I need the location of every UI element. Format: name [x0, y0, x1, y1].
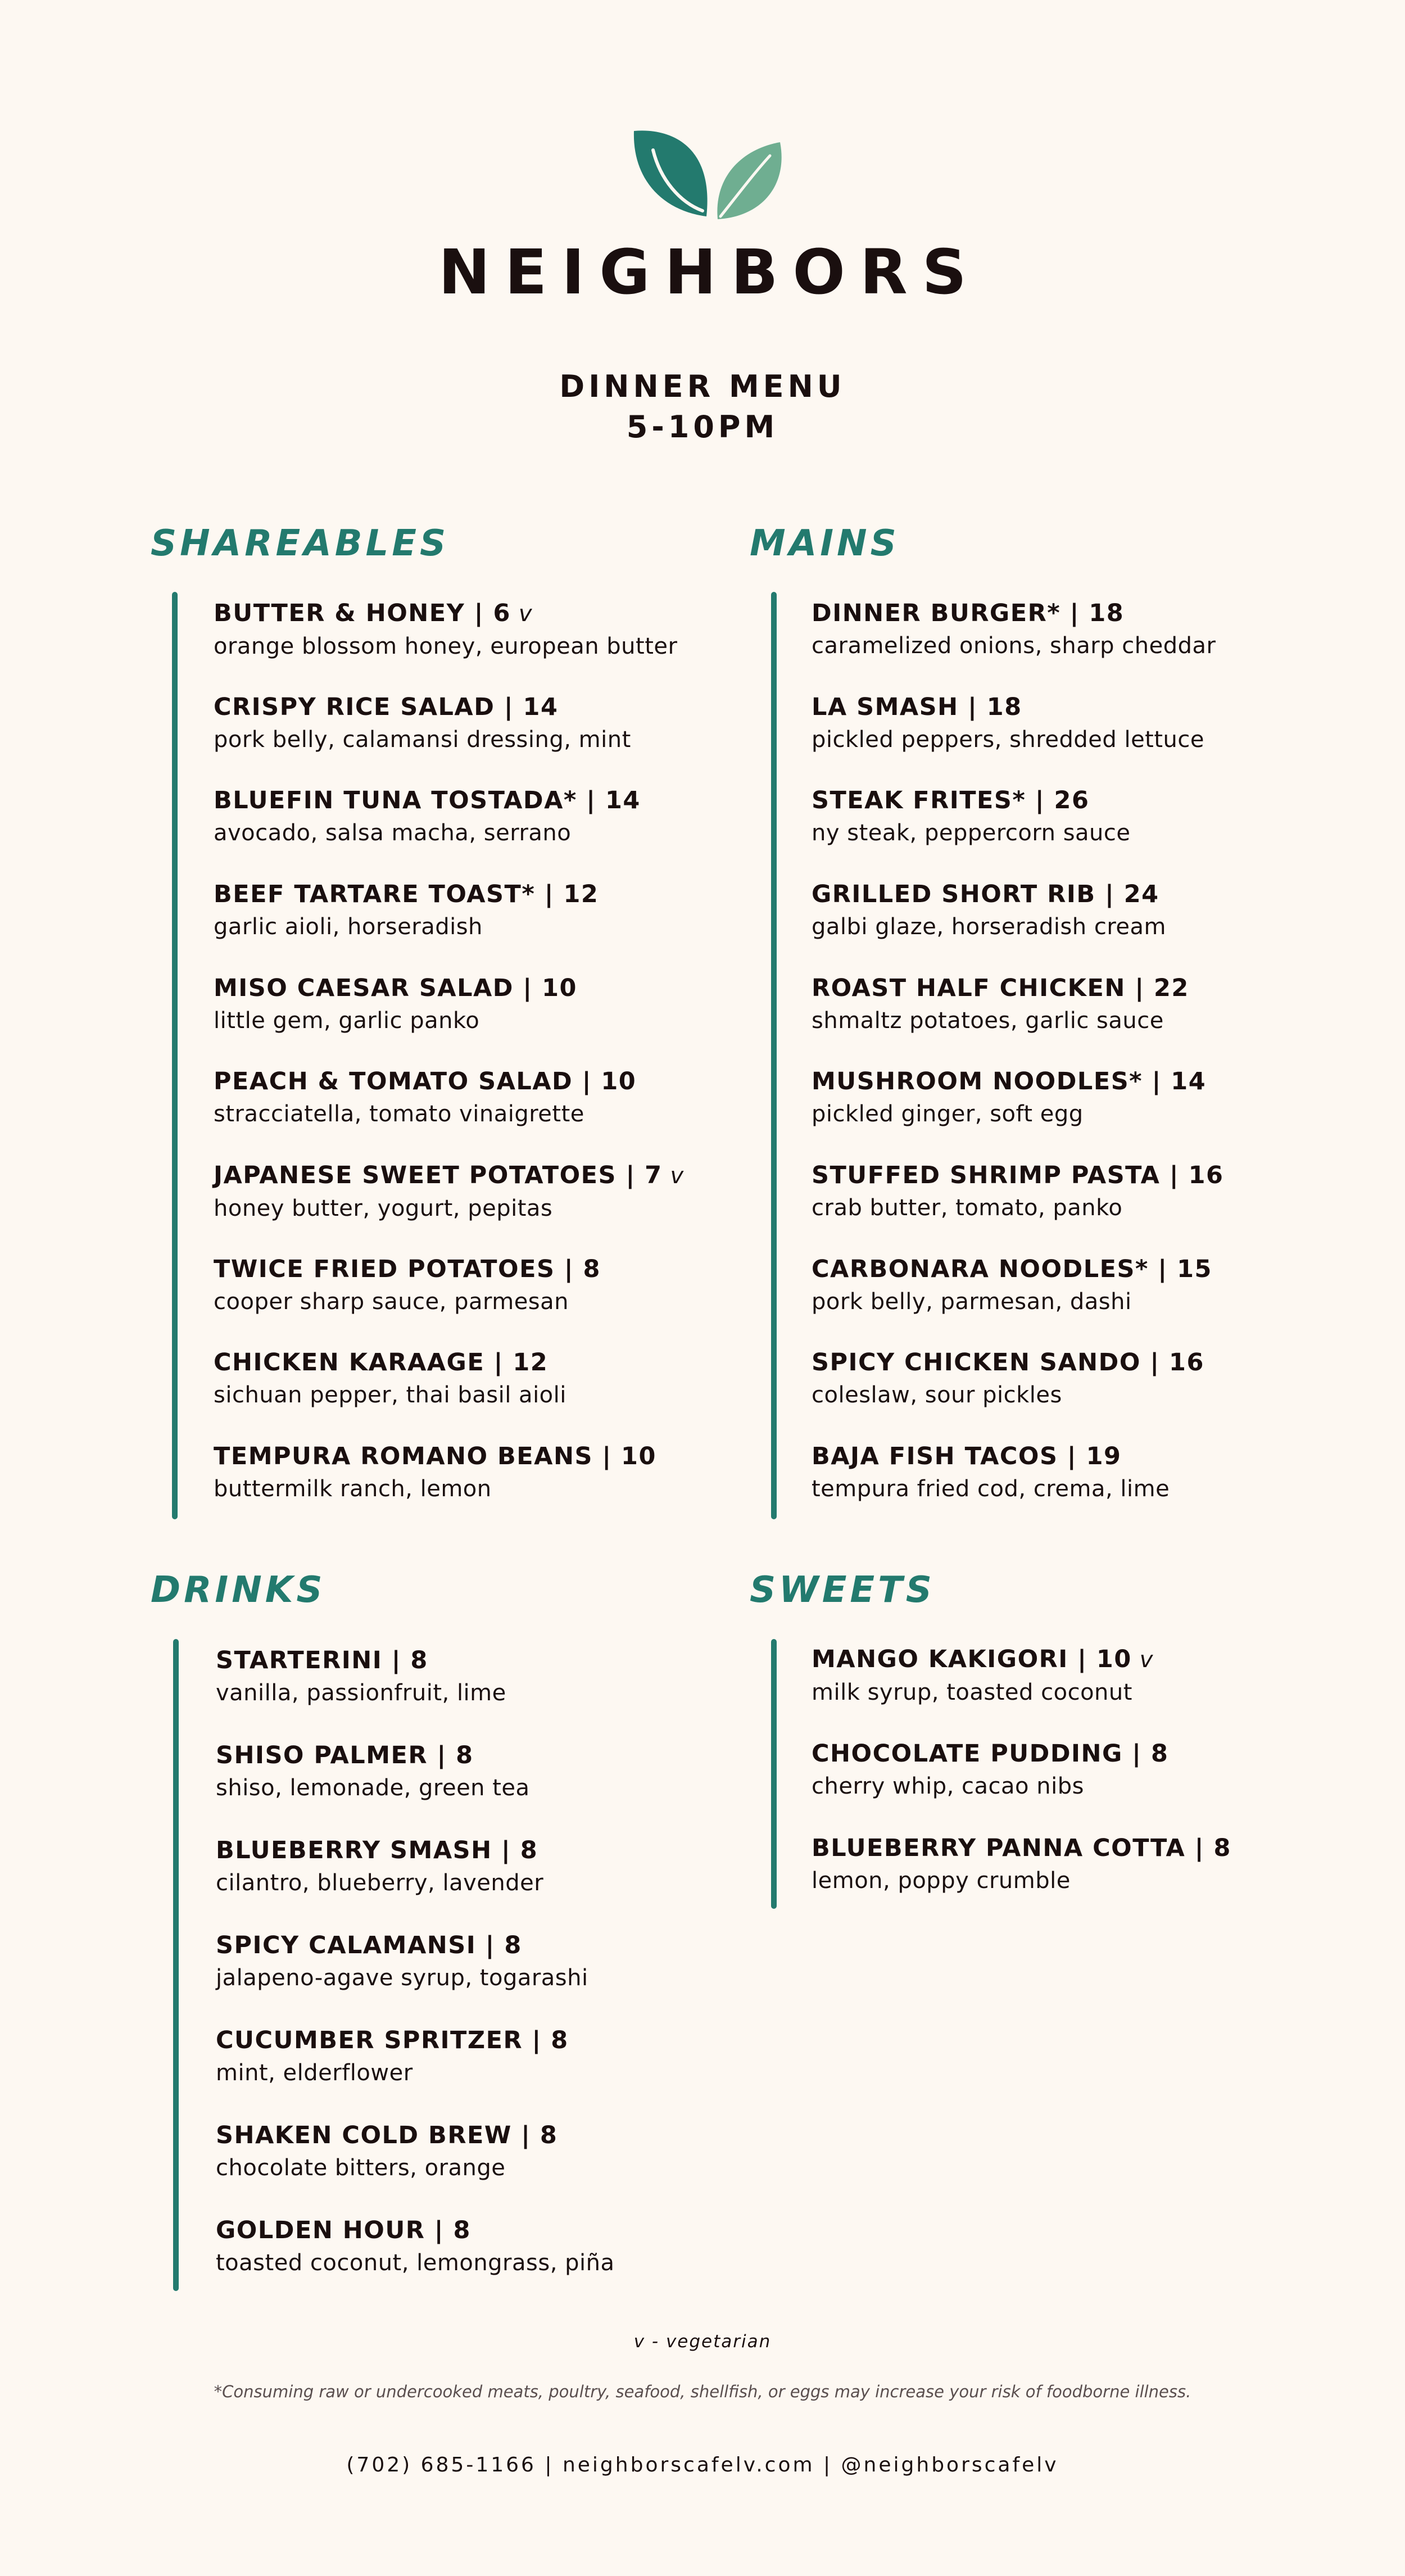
menu-item — [216, 1835, 543, 1900]
item-name: CHICKEN KARAAGE | 12 — [214, 1348, 549, 1377]
item-description: orange blossom honey, european butter — [214, 633, 678, 659]
vegetarian-mark: v — [518, 601, 533, 627]
menu-item — [812, 879, 1166, 944]
section-rule — [771, 592, 777, 1519]
section-heading: SHAREABLES — [151, 523, 450, 564]
item-name: MUSHROOM NOODLES* | 14 — [812, 1067, 1207, 1095]
menu-title: DINNER MENU — [559, 369, 846, 404]
item-name: CHOCOLATE PUDDING | 8 — [812, 1740, 1169, 1768]
dark-leaf — [634, 130, 708, 216]
item-name: CUCUMBER SPRITZER | 8 — [216, 2026, 569, 2054]
item-description: pickled peppers, shredded lettuce — [812, 727, 1204, 753]
menu-item — [216, 2120, 558, 2185]
item-description: milk syrup, toasted coconut — [812, 1679, 1132, 1705]
item-description: galbi glaze, horseradish cream — [812, 914, 1167, 940]
item-name: PEACH & TOMATO SALAD | 10 — [214, 1067, 637, 1095]
menu-item — [216, 1930, 588, 1995]
item-name: BAJA FISH TACOS | 19 — [812, 1442, 1122, 1470]
item-name: JAPANESE SWEET POTATOES | 7 v — [214, 1161, 685, 1189]
item-description: pickled ginger, soft egg — [812, 1101, 1084, 1127]
item-name: TWICE FRIED POTATOES | 8 — [214, 1255, 601, 1283]
menu-item — [214, 972, 577, 1038]
menu-item — [216, 1645, 506, 1710]
section-rule — [771, 1639, 777, 1909]
section-rule — [172, 592, 178, 1519]
item-name: MANGO KAKIGORI | 10 v — [812, 1645, 1154, 1673]
menu-item — [216, 2215, 615, 2280]
item-description: jalapeno-agave syrup, togarashi — [216, 1965, 588, 1991]
menu-item — [812, 1441, 1170, 1506]
menu-item — [812, 691, 1204, 757]
item-description: chocolate bitters, orange — [216, 2155, 506, 2181]
item-name: DINNER BURGER* | 18 — [812, 599, 1125, 627]
menu-item — [812, 1066, 1206, 1131]
item-description: coleslaw, sour pickles — [812, 1382, 1062, 1408]
vegetarian-mark: v — [670, 1163, 685, 1189]
menu-item — [214, 1347, 566, 1412]
item-description: little gem, garlic panko — [214, 1008, 480, 1034]
item-description: crab butter, tomato, panko — [812, 1195, 1123, 1221]
menu-item — [812, 785, 1131, 850]
item-name: STARTERINI | 8 — [216, 1646, 428, 1674]
menu-item — [812, 1253, 1212, 1319]
section-rule — [173, 1639, 179, 2291]
item-name: MISO CAESAR SALAD | 10 — [214, 974, 577, 1002]
item-description: avocado, salsa macha, serrano — [214, 820, 572, 846]
item-description: ny steak, peppercorn sauce — [812, 820, 1131, 846]
menu-header — [0, 366, 1405, 447]
item-name: BLUEBERRY PANNA COTTA | 8 — [812, 1834, 1231, 1862]
menu-item — [214, 879, 599, 944]
item-description: tempura fried cod, crema, lime — [812, 1476, 1170, 1502]
item-name: LA SMASH | 18 — [812, 693, 1022, 721]
section-heading: SWEETS — [750, 1569, 935, 1611]
item-name: CRISPY RICE SALAD | 14 — [214, 693, 559, 721]
item-description: caramelized onions, sharp cheddar — [812, 633, 1216, 659]
item-name: SPICY CHICKEN SANDO | 16 — [812, 1348, 1204, 1377]
item-name: STEAK FRITES* | 26 — [812, 786, 1090, 814]
item-description: buttermilk ranch, lemon — [214, 1476, 492, 1502]
item-description: sichuan pepper, thai basil aioli — [214, 1382, 566, 1408]
menu-item — [216, 2025, 569, 2090]
item-name: BUTTER & HONEY | 6 v — [214, 599, 533, 627]
vegetarian-legend: v - vegetarian — [633, 2331, 772, 2352]
item-name: BLUEBERRY SMASH | 8 — [216, 1836, 538, 1864]
item-name: STUFFED SHRIMP PASTA | 16 — [812, 1161, 1224, 1189]
item-description: lemon, poppy crumble — [812, 1868, 1071, 1894]
section-heading: MAINS — [750, 523, 900, 564]
menu-item — [812, 1832, 1231, 1898]
food-safety-disclaimer: *Consuming raw or undercooked meats, poultry, seafood, shellfish, or eggs may increase your risk of foodborne illness. — [214, 2382, 1191, 2401]
menu-item — [214, 1066, 636, 1131]
item-name: SPICY CALAMANSI | 8 — [216, 1931, 522, 1959]
menu-item — [812, 1738, 1168, 1803]
item-description: toasted coconut, lemongrass, piña — [216, 2250, 615, 2276]
menu-item — [214, 1253, 601, 1319]
vegetarian-mark: v — [1139, 1647, 1154, 1673]
item-description: shmaltz potatoes, garlic sauce — [812, 1008, 1164, 1034]
menu-item — [214, 1441, 656, 1506]
menu-hours: 5-10PM — [626, 409, 779, 445]
item-description: pork belly, calamansi dressing, mint — [214, 727, 631, 753]
two-leaves-icon — [629, 126, 787, 233]
item-description: cilantro, blueberry, lavender — [216, 1870, 544, 1896]
item-description: vanilla, passionfruit, lime — [216, 1680, 506, 1706]
item-description: mint, elderflower — [216, 2060, 413, 2086]
item-name: BEEF TARTARE TOAST* | 12 — [214, 880, 599, 908]
item-description: garlic aioli, horseradish — [214, 914, 483, 940]
item-name: SHAKEN COLD BREW | 8 — [216, 2121, 558, 2149]
section-heading: DRINKS — [151, 1569, 326, 1611]
item-description: honey butter, yogurt, pepitas — [214, 1196, 553, 1221]
item-description: cherry whip, cacao nibs — [812, 1773, 1084, 1799]
menu-item — [812, 972, 1189, 1038]
menu-item — [214, 785, 641, 850]
item-name: BLUEFIN TUNA TOSTADA* | 14 — [214, 786, 641, 814]
menu-item — [812, 1160, 1223, 1225]
item-description: cooper sharp sauce, parmesan — [214, 1289, 569, 1315]
item-description: stracciatella, tomato vinaigrette — [214, 1101, 584, 1127]
item-description: shiso, lemonade, green tea — [216, 1775, 530, 1801]
item-name: ROAST HALF CHICKEN | 22 — [812, 974, 1189, 1002]
item-description: pork belly, parmesan, dashi — [812, 1289, 1132, 1315]
item-name: GOLDEN HOUR | 8 — [216, 2216, 471, 2244]
item-name: SHISO PALMER | 8 — [216, 1741, 474, 1769]
menu-item — [214, 597, 677, 663]
item-name: CARBONARA NOODLES* | 15 — [812, 1255, 1212, 1283]
contact-footer: (702) 685-1166 | neighborscafelv.com | @neighborscafelv — [346, 2453, 1059, 2477]
brand-name: NEIGHBORS — [438, 236, 981, 308]
menu-item — [812, 1644, 1154, 1709]
menu-item — [214, 691, 631, 757]
item-name: TEMPURA ROMANO BEANS | 10 — [214, 1442, 656, 1470]
menu-item — [216, 1740, 530, 1805]
item-name: GRILLED SHORT RIB | 24 — [812, 880, 1159, 908]
menu-item — [214, 1160, 685, 1225]
menu-item — [812, 1347, 1204, 1412]
menu-item — [812, 597, 1216, 663]
